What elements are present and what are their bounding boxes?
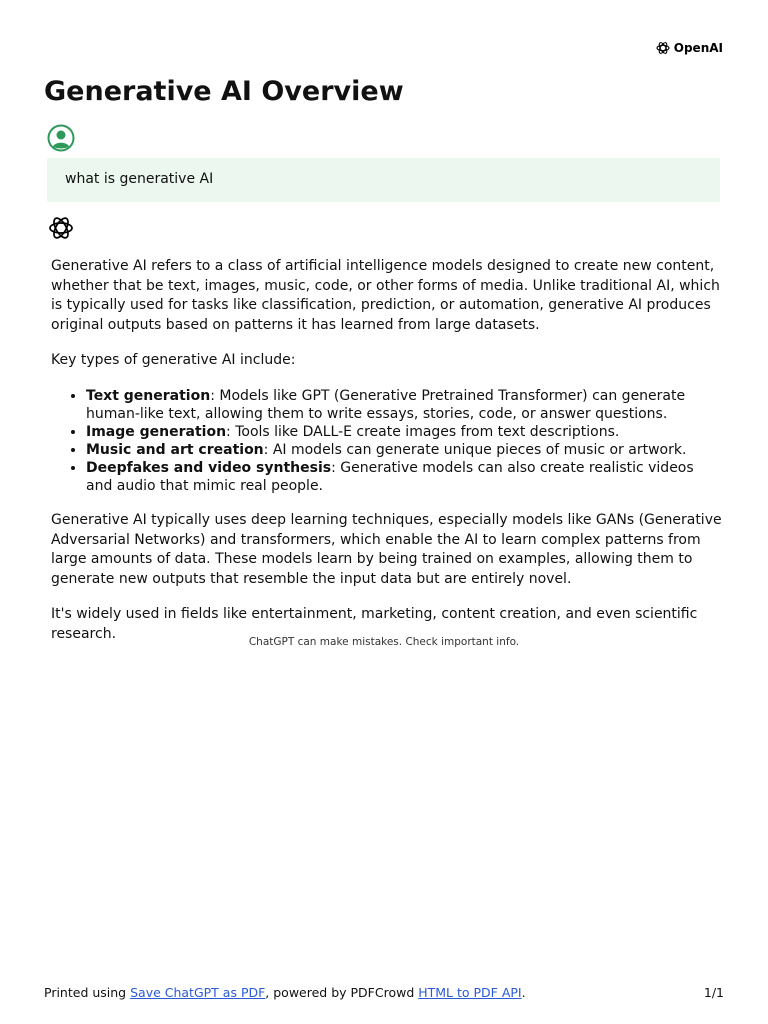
list-item: [86, 423, 723, 441]
list-item: [86, 387, 723, 423]
user-message-text: what is generative AI: [65, 171, 214, 187]
answer-intro: Generative AI refers to a class of artificial intelligence models designed to create new content, whether that be text, images, music, code, or other forms of media. Unlike traditional AI, which is typically used for tasks like classification, prediction, or automation, generative AI produces original outputs based on patterns it has learned from large datasets.: [51, 258, 720, 333]
list-item-term: Music and art creation: [86, 441, 264, 458]
list-item-term: Deepfakes and video synthesis: [86, 459, 332, 476]
footer-suffix: .: [521, 985, 526, 1000]
list-item: [86, 441, 723, 459]
user-avatar-icon: [47, 124, 75, 152]
list-item-term: Text generation: [86, 387, 211, 404]
page-footer: [44, 985, 724, 1000]
list-item-text: : Models like GPT (Generative Pretrained Transformer) can generate human-like text, allowing them to write essays, stories, code, or answer questions.: [86, 387, 686, 422]
page-title: Generative AI Overview: [44, 76, 404, 107]
openai-icon: [655, 40, 671, 56]
chatgpt-avatar-icon: [47, 214, 75, 242]
list-item-text: : Generative models can also create realistic videos and audio that mimic real people.: [86, 459, 694, 494]
page-number: 1/1: [703, 985, 724, 1000]
assistant-answer: [51, 257, 723, 661]
answer-closing: It's widely used in fields like entertainment, marketing, content creation, and even scientific research.: [51, 606, 698, 642]
footer-middle: , powered by PDFCrowd: [265, 985, 419, 1000]
save-chatgpt-pdf-link[interactable]: Save ChatGPT as PDF: [130, 985, 266, 1000]
generative-ai-types-list: [51, 387, 723, 495]
list-item-term: Image generation: [86, 423, 227, 440]
user-message: [47, 158, 720, 202]
html-to-pdf-api-link[interactable]: HTML to PDF API: [418, 985, 522, 1000]
list-item-text: : Tools like DALL-E create images from text descriptions.: [226, 423, 620, 440]
answer-list-intro: Key types of generative AI include:: [51, 352, 296, 369]
answer-techniques: Generative AI typically uses deep learning techniques, especially models like GANs (Generative Adversarial Networks) and transformers, which enable the AI to learn complex patterns from large amounts of data. These models learn by being trained on examples, allowing them to generate new outputs that resemble the input data but are entirely novel.: [51, 511, 722, 587]
openai-logo: [655, 40, 723, 56]
brand-name: OpenAI: [673, 41, 723, 55]
list-item: [86, 459, 723, 495]
disclaimer: ChatGPT can make mistakes. Check important info.: [248, 636, 520, 648]
list-item-text: : AI models can generate unique pieces of music or artwork.: [263, 441, 687, 458]
footer-prefix: Printed using: [44, 985, 131, 1000]
